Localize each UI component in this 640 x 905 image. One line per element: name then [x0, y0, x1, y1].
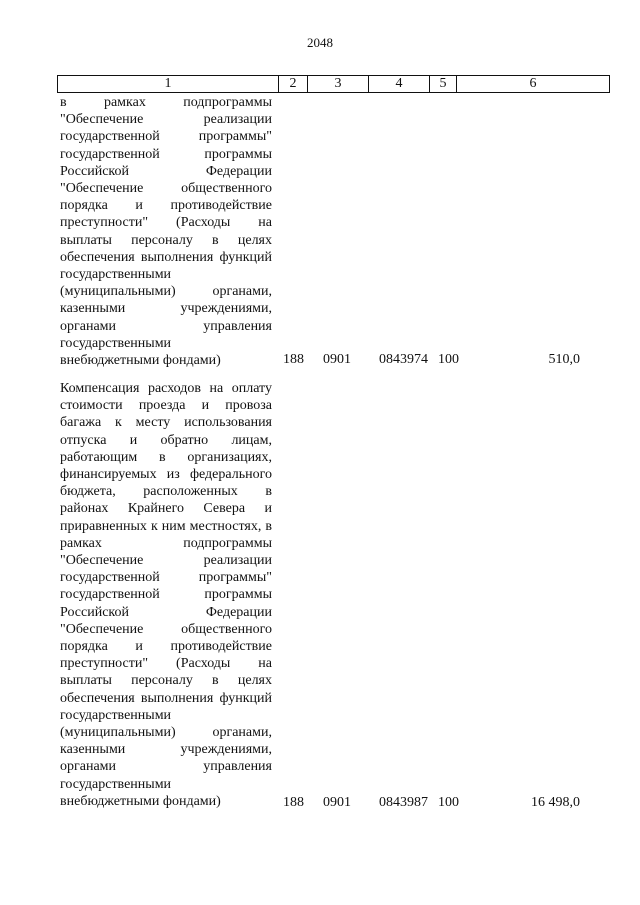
row-2-col3: 0901 — [323, 795, 351, 810]
row-1-description: в рамках подпрограммы "Обеспечение реализации государственной программы" государственной программы Российской Федерации "Обеспечение общественного порядка и противодействие преступности" (Расходы на выплаты персоналу в целях обеспечения выполнения функций государственными (муниципальными) органами, казенными учреждениями, органами управления государственными внебюджетными фондами) — [60, 95, 272, 369]
header-col-6: 6 — [457, 76, 610, 93]
row-2-col6: 16 498,0 — [531, 795, 580, 810]
header-col-3: 3 — [308, 76, 369, 93]
header-col-2: 2 — [279, 76, 308, 93]
row-2-col4: 0843987 — [379, 795, 428, 810]
row-1-col3: 0901 — [323, 352, 351, 367]
row-1-col4: 0843974 — [379, 352, 428, 367]
row-2-col5: 100 — [438, 795, 459, 810]
row-2-col2: 188 — [283, 795, 304, 810]
table-header — [57, 75, 610, 93]
header-col-4: 4 — [369, 76, 430, 93]
row-1-col6: 510,0 — [548, 352, 580, 367]
row-1-col2: 188 — [283, 352, 304, 367]
header-col-5: 5 — [430, 76, 457, 93]
header-col-1: 1 — [58, 76, 279, 93]
page-number: 2048 — [307, 35, 333, 50]
row-1-col5: 100 — [438, 352, 459, 367]
row-2-description: Компенсация расходов на оплату стоимости проезда и провоза багажа к месту использования отпуска и обратно лицам, работающим в организациях, финансируемых из федерального бюджета, расположенных в районах Крайнего Севера и приравненных к ним местностях, в рамках подпрограммы "Обеспечение реализации государственной программы" государственной программы Российской Федерации "Обеспечение общественного порядка и противодействие преступности" (Расходы на выплаты персоналу в целях обеспечения выполнения функций государственными (муниципальными) органами, казенными учреждениями, органами управления государственными внебюджетными фондами) — [60, 381, 272, 809]
